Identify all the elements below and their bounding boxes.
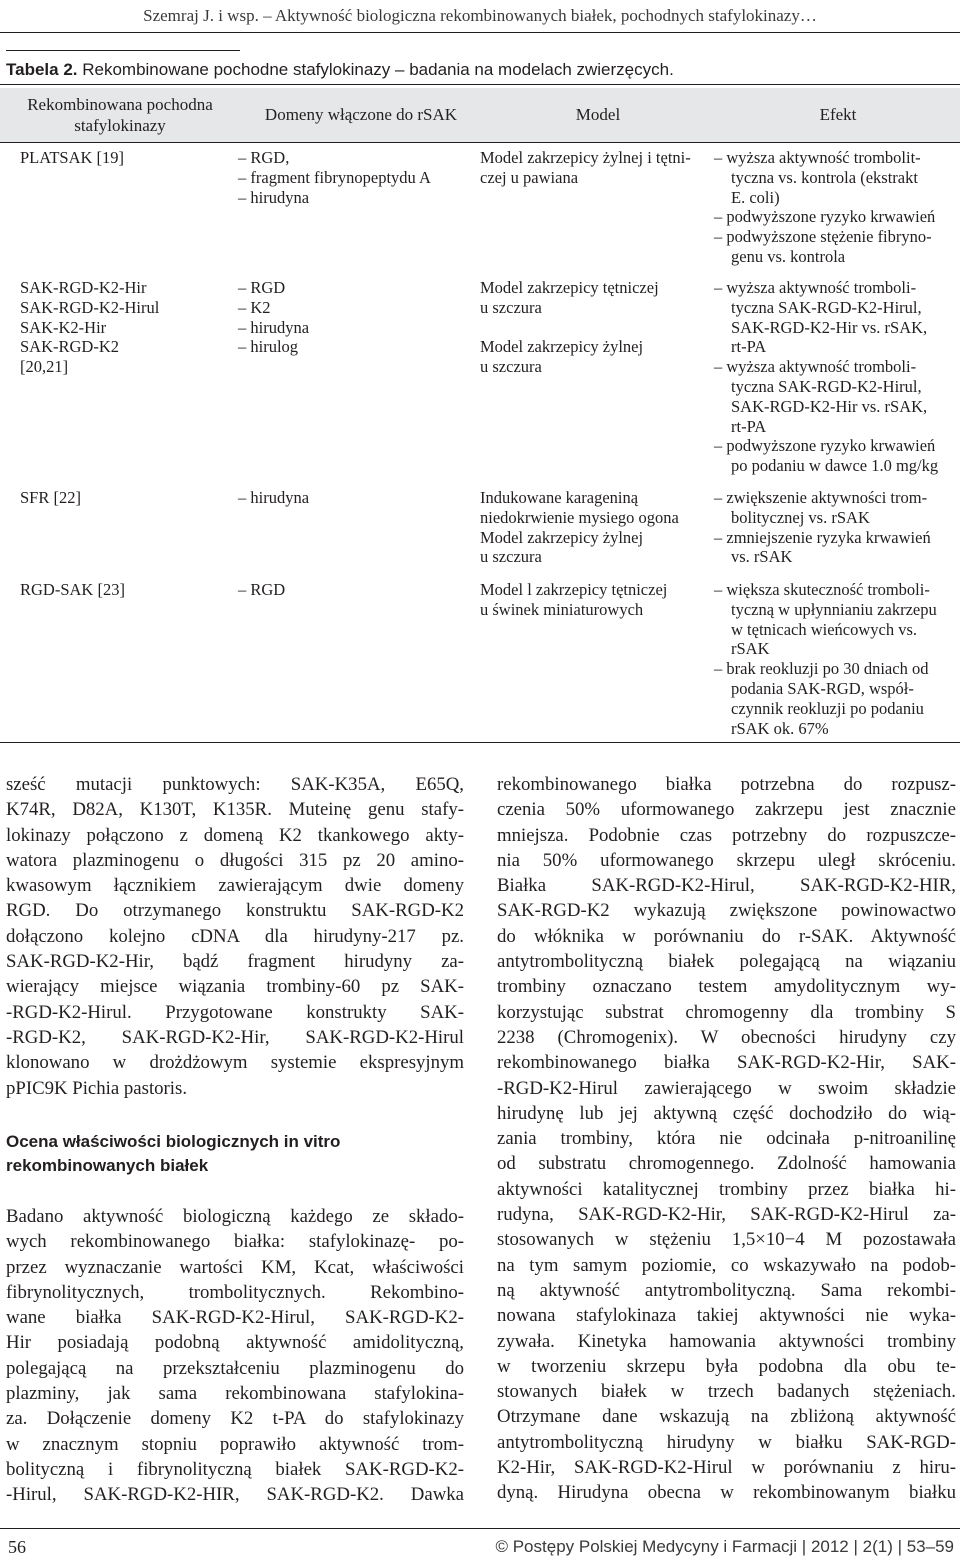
table-row-2-domains: – RGD – K2 – hirudyna – hirulog — [238, 278, 310, 357]
table-row-1-effect: – wyższa aktywność trombolit- tyczna vs. kontrola (ekstrakt E. coli) – podwyższone ryzyko krwawień – podwyższone stężenie fibryno- genu vs. kontrola — [714, 148, 936, 266]
section-heading: Ocena właściwości biologicznych in vitro rekombinowanych białek — [6, 1132, 341, 1175]
table-row-4-domains: – RGD — [238, 580, 286, 599]
table-row-1-name: PLATSAK [19] — [20, 148, 125, 167]
header-domains: Domeny włączone do rSAK — [264, 105, 458, 124]
table-row-2-effect: – wyższa aktywność tromboli- tyczna SAK-RGD-K2-Hirul, SAK-RGD-K2-Hir vs. rSAK, rt-PA – wyższa aktywność tromboli- tyczna SAK-RGD-K2-Hirul, SAK-RGD-K2-Hir vs. rSAK, rt-PA – podwyższone ryzyko krwawień po podaniu w dawce 1.0 mg/kg — [714, 278, 939, 476]
table-bottom-rule — [0, 742, 960, 743]
table-header-rule — [0, 142, 960, 143]
table-caption — [6, 60, 674, 80]
right-column-text: rekombinowanego białka potrzebna do rozpusz- czenia 50% uformowanego zakrzepu jest znacznie mniejsza. Podobnie czas potrzebny do rozpuszcze- nia 50% uformowanego skrzepu uległ skróceniu. Białka SAK-RGD-K2-Hirul, SAK-RGD-K2-HIR, SAK-RGD-K2 wykazują zwiększone powinowactwo do włóknika w porównaniu do r-SAK. Aktywność antytrombolityczną białek polegającą na wiązaniu trombiny oznaczano testem amydolitycznym wy- korzystując substrat chromogenny dla trombiny S 2238 (Chromogenix). W obecności hirudyny czy rekombinowanego białka SAK-RGD-K2-Hir, SAK- -RGD-K2-Hirul zawierającego w swoim składzie hirudynę lub jej aktywną część dochodziło do wią- zania trombiny, która nie odcinała p-nitroanilinę od substratu chromogennego. Zdolność hamowania aktywności katalitycznej trombiny przez białka hi- rudyna, SAK-RGD-K2-Hir, SAK-RGD-K2-Hirul za- stosowanych w stężeniu 1,5×10−4 M pozostawała na tym samym poziomie, co wskazywało na podob- ną aktywność antytrombolityczną. Sama rekombi- nowana stafylokinaza takiej aktywności nie wyka- zywała. Kinetyka hamowania aktywności trombiny w tworzeniu skrzepu była podobna dla obu te- stowanych białek w trzech badanych stężeniach. Otrzymane dane wskazują na zbliżoną aktywność antytrombolityczną hirudyny w białku SAK-RGD- K2-Hir, SAK-RGD-K2-Hirul w porównaniu z hiru- dyną. Hirudyna obecna w rekombinowanym białku — [497, 774, 956, 1504]
table-row-4-model: Model l zakrzepicy tętniczej u świnek miniaturowych — [480, 580, 668, 619]
table-row-3-model: Indukowane karageniną niedokrwienie mysiego ogona Model zakrzepicy żylnej u szczura — [480, 488, 679, 567]
table-row-3-domains: – hirudyna — [238, 488, 310, 507]
left-column-paragraph-2: Badano aktywność biologiczną każdego ze składo- wych rekombinowanego białka: stafylokinazę- po- przez wyznaczanie wartości KM, Kcat, właściwości fibrynolitycznych, trombolitycznych. Rekombino- wane białka SAK-RGD-K2-Hirul, SAK-RGD-K2- Hir posiadają podobną aktywność amidolityczną, polegającą na przekształceniu plazminogenu do plazminy, jak sama rekombinowana stafylokina- za. Dołączenie domeny K2 t-PA do stafylokinazy w znacznym stopniu poprawiło aktywność trom- bolityczną i fibrynolityczną białek SAK-RGD-K2- -Hirul, SAK-RGD-K2-HIR, SAK-RGD-K2. Dawka — [6, 1206, 464, 1506]
table-caption-text: Rekombinowane pochodne stafylokinazy – badania na modelach zwierzęcych. — [77, 60, 674, 79]
header-derivative: Rekombinowana pochodna stafylokinazy — [27, 95, 213, 135]
table-row-4-effect: – większa skuteczność tromboli- tyczną w upłynnianiu zakrzepu w tętnicach wieńcowych vs. rSAK – brak reokluzji po 30 dniach od podania SAK-RGD, współ- czynnik reokluzji po podaniu rSAK ok. 67% — [714, 580, 937, 738]
header-model: Model — [575, 105, 621, 124]
table-row-1-domains: – RGD, – fragment fibrynopeptydu A – hirudyna — [238, 148, 431, 207]
footer-rule — [0, 1528, 960, 1529]
left-column-paragraph-1: sześć mutacji punktowych: SAK-K35A, E65Q, K74R, D82A, K130T, K135R. Muteinę genu stafy- lokinazy połączono z domeną K2 tkankowego akty- watora plazminogenu o długości 315 pz 20 amino- kwasowym łącznikiem zawierającym dwie domeny RGD. Do otrzymanego konstruktu SAK-RGD-K2 dołączono kolejno cDNA dla hirudyny-217 pz. SAK-RGD-K2-Hir, bądź fragment hirudyny za- wierający miejsce wiązania trombiny-60 pz SAK- -RGD-K2-Hirul. Przygotowane konstrukty SAK- -RGD-K2, SAK-RGD-K2-Hir, SAK-RGD-K2-Hirul klonowano w drożdżowym systemie ekspresyjnym pPIC9K Pichia pastoris. — [6, 774, 464, 1099]
journal-citation: © Postępy Polskiej Medycyny i Farmacji | 2012 | 2(1) | 53–59 — [495, 1537, 954, 1556]
caption-rule — [6, 50, 240, 51]
page-number: 56 — [8, 1537, 26, 1557]
table-row-3-effect: – zwiększenie aktywności trom- bolitycznej vs. rSAK – zmniejszenie ryzyka krwawień vs. rSAK — [714, 488, 931, 567]
header-effect: Efekt — [819, 105, 857, 124]
table-row-4-name: RGD-SAK [23] — [20, 580, 125, 599]
table-row-2-model: Model zakrzepicy tętniczej u szczura Model zakrzepicy żylnej u szczura — [480, 278, 659, 377]
running-header: Szemraj J. i wsp. – Aktywność biologiczna rekombinowanych białek, pochodnych stafylokinazy… — [143, 6, 817, 25]
table-top-rule — [0, 84, 960, 85]
table-row-1-model: Model zakrzepicy żylnej i tętni- czej u pawiana — [480, 148, 691, 187]
table-row-2-name: SAK-RGD-K2-Hir SAK-RGD-K2-Hirul SAK-K2-Hir SAK-RGD-K2 [20,21] — [20, 278, 160, 377]
table-caption-label: Tabela 2. — [6, 60, 78, 79]
header-rule — [0, 32, 960, 33]
table-row-3-name: SFR [22] — [20, 488, 81, 507]
